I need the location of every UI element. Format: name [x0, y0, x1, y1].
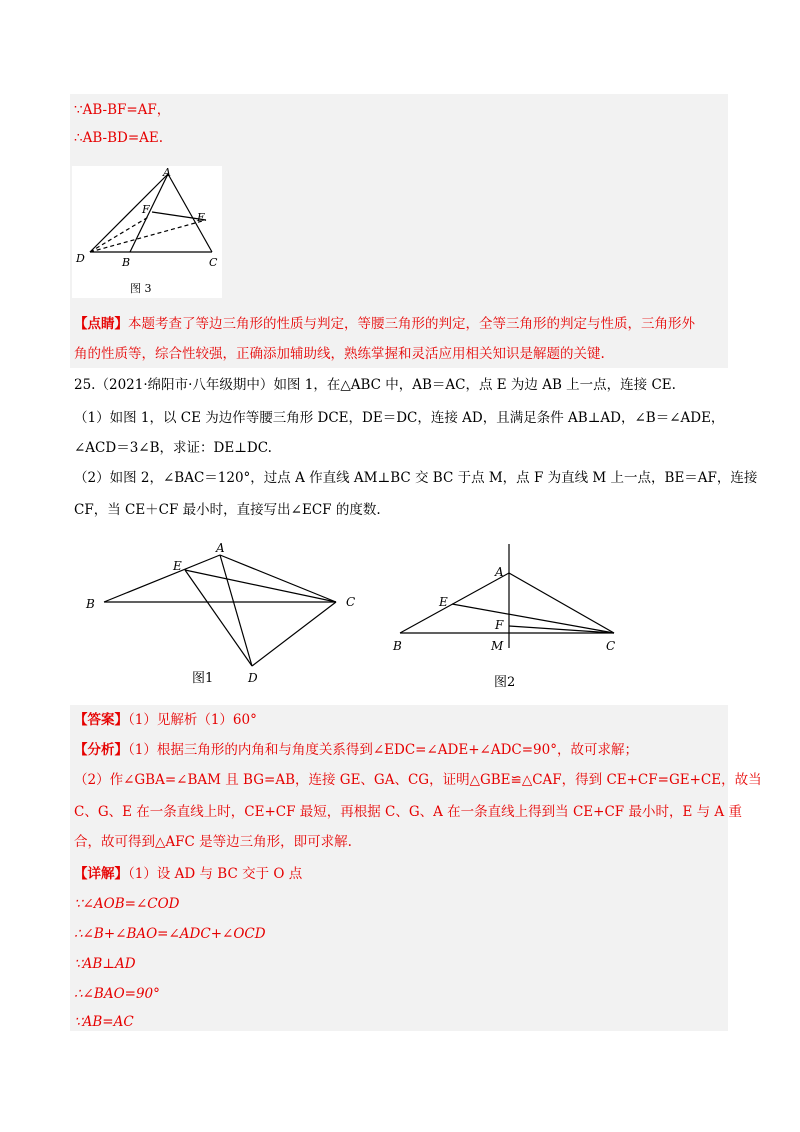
label-A: A [495, 565, 504, 579]
problem-part1-line2: ∠ACD＝3∠B，求证：DE⊥DC. [74, 440, 272, 456]
figure-3-caption: 图 3 [130, 282, 152, 295]
label-B: B [122, 256, 131, 269]
detail-step: ∵∠AOB=∠COD [74, 896, 180, 912]
label-D: D [76, 252, 85, 265]
label-C: C [606, 639, 616, 653]
analysis-tag: 【分析】 [74, 742, 128, 758]
figure-3 [72, 166, 222, 298]
analysis-line-4: 合，故可得到△AFC 是等边三角形，即可求解. [74, 834, 352, 850]
detail-tag: 【详解】 [74, 866, 128, 882]
figure-3-diagram [72, 166, 222, 298]
label-A: A [163, 166, 171, 179]
label-E: E [197, 211, 206, 224]
comment-tag: 【点睛】 [74, 316, 128, 332]
solution-line: ∴AB-BD=AE. [74, 130, 164, 146]
label-M: M [491, 639, 504, 653]
comment-text: 本题考查了等边三角形的性质与判定，等腰三角形的判定，全等三角形的判定与性质，三角形外 [128, 316, 695, 332]
label-F: F [142, 203, 150, 216]
problem-intro: 如图 1，在△ABC 中，AB＝AC，点 E 为边 AB 上一点，连接 CE. [273, 377, 676, 393]
detail-step: ∴∠B+∠BAO=∠ADC+∠OCD [74, 926, 266, 942]
problem-number: 25. [74, 377, 96, 393]
analysis-line-3: C、G、E 在一条直线上时，CE+CF 最短，再根据 C、G、A 在一条直线上得到当 CE+CF 最小时，E 与 A 重 [74, 804, 742, 820]
label-C: C [346, 595, 356, 609]
label-F: F [495, 618, 504, 632]
problem-part2-line1: （2）如图 2，∠BAC＝120°，过点 A 作直线 AM⊥BC 交 BC 于点 M，点 F 为直线 M 上一点，BE＝AF，连接 [74, 470, 758, 486]
detail-intro: （1）设 AD 与 BC 交于 O 点 [128, 866, 303, 882]
answer-tag: 【答案】 [74, 712, 128, 728]
label-D: D [248, 671, 258, 685]
analysis-text: （1）根据三角形的内角和与角度关系得到∠EDC=∠ADE+∠ADC=90°，故可求解； [128, 742, 638, 758]
problem-header [74, 375, 676, 395]
label-E: E [173, 559, 182, 573]
problem-part2-line2: CF，当 CE＋CF 最小时，直接写出∠ECF 的度数. [74, 502, 381, 518]
figure-2 [388, 540, 640, 692]
figure-1 [80, 538, 380, 688]
label-C: C [209, 256, 218, 269]
comment-line-2: 角的性质等，综合性较强，正确添加辅助线，熟练掌握和灵活应用相关知识是解题的关键. [74, 346, 605, 362]
figure-1-caption: 图1 [192, 671, 214, 686]
label-E: E [439, 595, 448, 609]
comment-line-1 [74, 314, 695, 334]
analysis-line-2: （2）作∠GBA=∠BAM 且 BG=AB，连接 GE、GA、CG，证明△GBE≌△CAF，得到 CE+CF=GE+CE，故当 [74, 772, 762, 788]
problem-source: （2021·绵阳市·八年级期中） [95, 377, 274, 393]
figure-2-caption: 图2 [494, 675, 516, 690]
analysis-line-1 [74, 740, 638, 760]
problem-part1-line1: （1）如图 1，以 CE 为边作等腰三角形 DCE，DE＝DC，连接 AD，且满足条件 AB⊥AD，∠B＝∠ADE， [74, 410, 725, 426]
label-B: B [393, 639, 402, 653]
detail-step: ∴∠BAO=90° [74, 986, 160, 1002]
answer-line [74, 710, 257, 730]
label-B: B [86, 597, 95, 611]
solution-line: ∵AB-BF=AF， [74, 102, 171, 118]
detail-step: ∵AB⊥AD [74, 956, 136, 972]
detail-line-intro [74, 864, 302, 884]
label-A: A [216, 541, 225, 555]
detail-step: ∵AB=AC [74, 1014, 134, 1030]
answer-text: （1）见解析（1）60° [128, 712, 257, 728]
